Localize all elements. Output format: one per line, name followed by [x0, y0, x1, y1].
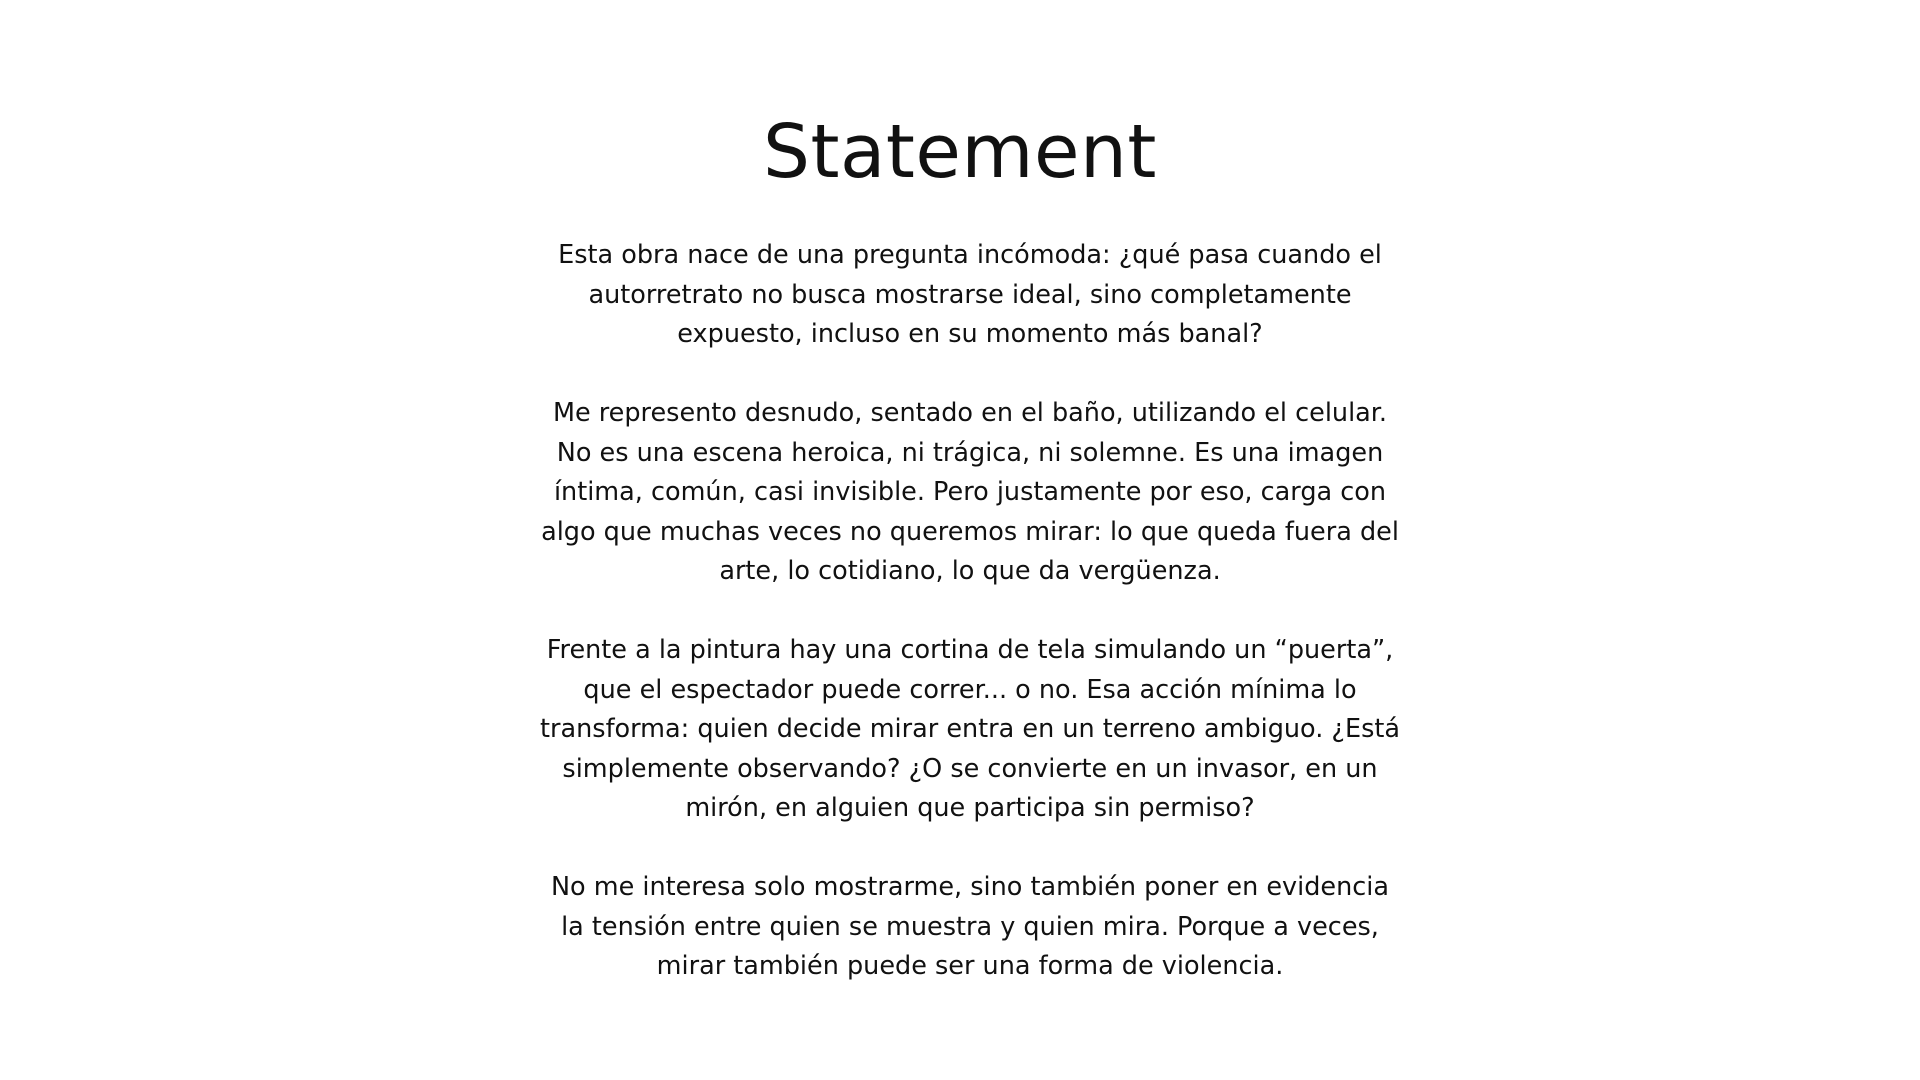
paragraph-3: Frente a la pintura hay una cortina de tela simulando un “puerta”, que el espectador puede correr... o no. Esa acción mínima lo transforma: quien decide mirar entra en un terreno ambiguo. ¿Está simplemente observando? ¿O se convierte en un invasor, en un mirón, en alguien que participa sin permiso?: [540, 635, 1400, 823]
paragraph-1: Esta obra nace de una pregunta incómoda: ¿qué pasa cuando el autorretrato no busca mostrarse ideal, sino completamente expuesto, incluso en su momento más banal?: [558, 240, 1382, 349]
page-title: Statement: [763, 109, 1157, 195]
statement-body: [540, 236, 1400, 987]
paragraph-4: No me interesa solo mostrarme, sino también poner en evidencia la tensión entre quien se muestra y quien mira. Porque a veces, mirar también puede ser una forma de violencia.: [550, 872, 1389, 981]
paragraph-2: Me represento desnudo, sentado en el baño, utilizando el celular. No es una escena heroica, ni trágica, ni solemne. Es una imagen íntima, común, casi invisible. Pero justamente por eso, carga con algo que muchas veces no queremos mirar: lo que queda fuera del arte, lo cotidiano, lo que da vergüenza.: [541, 398, 1399, 586]
